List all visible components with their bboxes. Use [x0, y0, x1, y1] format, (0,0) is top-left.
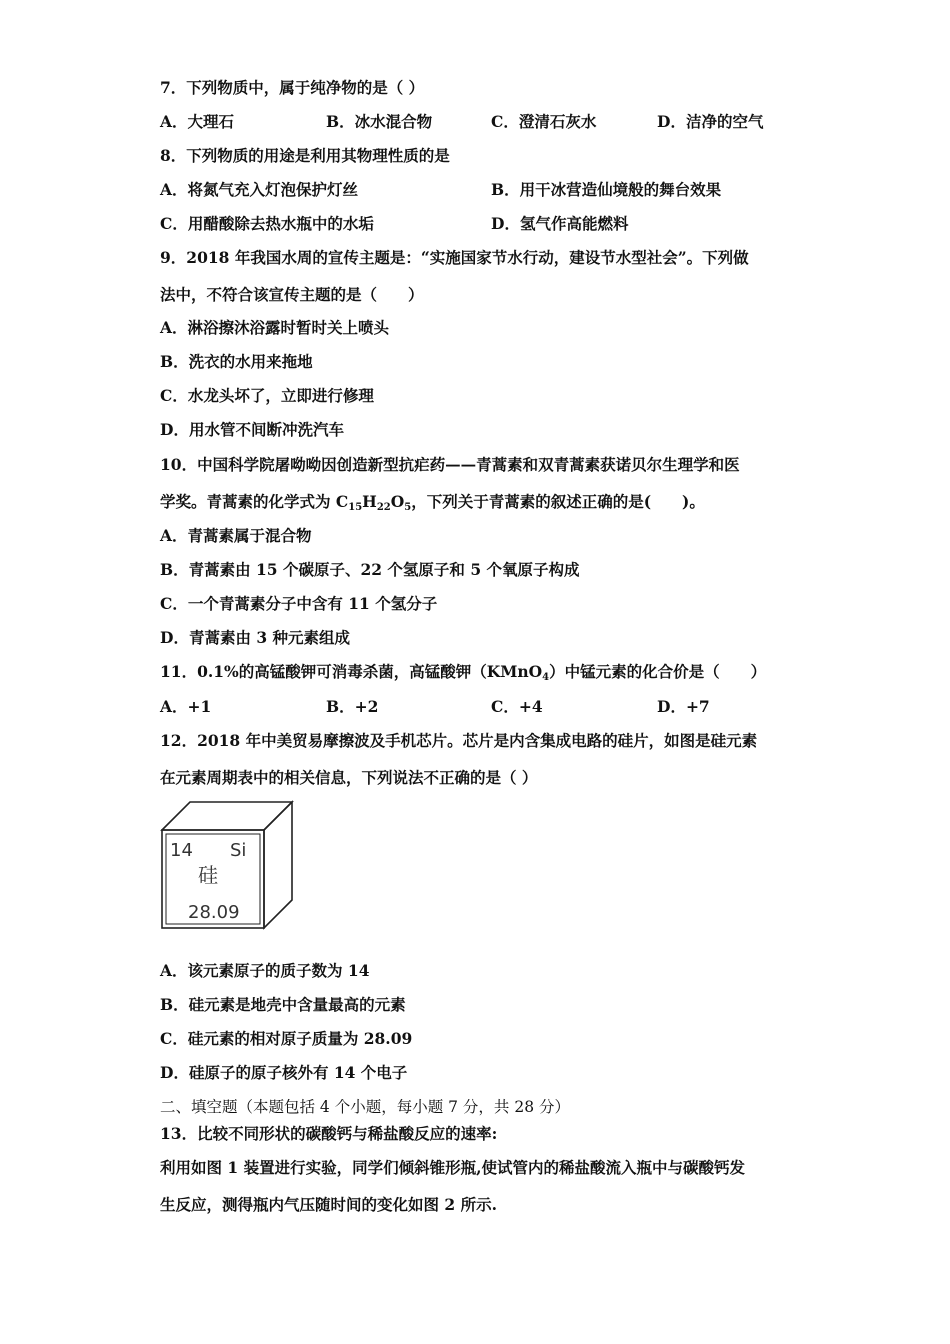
q8-option-d: D．氢气作高能燃料 — [491, 214, 629, 233]
element-symbol: Si — [230, 840, 247, 861]
cube-top-face — [162, 802, 292, 830]
q13-stem: 13．比较不同形状的碳酸钙与稀盐酸反应的速率: — [160, 1124, 498, 1143]
q10-formula-sub-c: 15 — [348, 502, 363, 513]
q11-stem-post: ）中锰元素的化合价是（ ） — [549, 662, 767, 681]
q10-option-b: B．青蒿素由 15 个碳原子、22 个氢原子和 5 个氧原子构成 — [160, 560, 580, 579]
q9-option-d: D．用水管不间断冲洗汽车 — [160, 420, 344, 439]
q10-stem-line1: 10．中国科学院屠呦呦因创造新型抗疟药——青蒿素和双青蒿素获诺贝尔生理学和医 — [160, 455, 740, 474]
element-name: 硅 — [198, 863, 218, 887]
q10-option-c: C．一个青蒿素分子中含有 11 个氢分子 — [160, 594, 438, 613]
q11-option-b: B．+2 — [326, 697, 379, 716]
q9-stem-line2: 法中，不符合该宣传主题的是（ ） — [160, 285, 424, 304]
q11-stem-pre: 11．0.1%的高锰酸钾可消毒杀菌，高锰酸钾（KMnO — [160, 662, 543, 681]
q10-option-d: D．青蒿素由 3 种元素组成 — [160, 628, 351, 647]
q9-stem-line1: 9．2018 年我国水周的宣传主题是：“实施国家节水行动，建设节水型社会”。下列做 — [160, 248, 749, 267]
element-atomic-number: 14 — [170, 840, 193, 861]
q12-option-d: D．硅原子的原子核外有 14 个电子 — [160, 1063, 408, 1082]
q8-option-a: A．将氮气充入灯泡保护灯丝 — [160, 180, 359, 199]
q10-formula-o: O — [390, 492, 405, 511]
q12-option-a: A．该元素原子的质子数为 14 — [160, 961, 370, 980]
q12-option-c: C．硅元素的相对原子质量为 28.09 — [160, 1029, 413, 1048]
q13-paragraph-line1: 利用如图 1 装置进行实验，同学们倾斜锥形瓶,使试管内的稀盐酸流入瓶中与碳酸钙发 — [160, 1158, 745, 1177]
q10-formula-pre: 学奖。青蒿素的化学式为 C — [160, 492, 349, 511]
section-2-title: 二、填空题（本题包括 4 个小题，每小题 7 分，共 28 分） — [160, 1098, 571, 1116]
q8-option-b: B．用干冰营造仙境般的舞台效果 — [491, 180, 722, 199]
q8-option-c: C．用醋酸除去热水瓶中的水垢 — [160, 214, 374, 233]
cube-side-face — [264, 802, 292, 928]
q11-option-a: A．+1 — [160, 697, 212, 716]
q9-option-b: B．洗衣的水用来拖地 — [160, 352, 313, 371]
q7-option-a: A．大理石 — [160, 112, 235, 131]
q10-stem-line2 — [160, 492, 705, 512]
silicon-element-figure — [158, 800, 296, 932]
element-atomic-mass: 28.09 — [188, 902, 240, 923]
q10-stem-post: ，下列关于青蒿素的叙述正确的是( )。 — [411, 492, 705, 511]
q11-stem — [160, 662, 766, 682]
q7-option-c: C．澄清石灰水 — [491, 112, 597, 131]
q7-option-d: D．洁净的空气 — [657, 112, 764, 131]
q13-paragraph-line2: 生反应，测得瓶内气压随时间的变化如图 2 所示. — [160, 1195, 497, 1214]
q10-formula-h: H — [362, 492, 377, 511]
q10-formula-sub-o: 5 — [404, 502, 412, 513]
q10-option-a: A．青蒿素属于混合物 — [160, 526, 312, 545]
q7-option-b: B．冰水混合物 — [326, 112, 433, 131]
q11-option-c: C．+4 — [491, 697, 543, 716]
q9-option-c: C．水龙头坏了，立即进行修理 — [160, 386, 374, 405]
q12-stem-line1: 12．2018 年中美贸易摩擦波及手机芯片。芯片是内含集成电路的硅片，如图是硅元素 — [160, 731, 758, 750]
q11-option-d: D．+7 — [657, 697, 710, 716]
q7-stem: 7．下列物质中，属于纯净物的是（ ） — [160, 78, 425, 97]
q9-option-a: A．淋浴擦沐浴露时暂时关上喷头 — [160, 318, 390, 337]
q10-formula-sub-h: 22 — [376, 502, 391, 513]
q12-option-b: B．硅元素是地壳中含量最高的元素 — [160, 995, 406, 1014]
q8-stem: 8．下列物质的用途是利用其物理性质的是 — [160, 146, 450, 165]
q12-stem-line2: 在元素周期表中的相关信息，下列说法不正确的是（ ） — [160, 768, 538, 787]
q11-formula-sub: 4 — [542, 672, 550, 683]
